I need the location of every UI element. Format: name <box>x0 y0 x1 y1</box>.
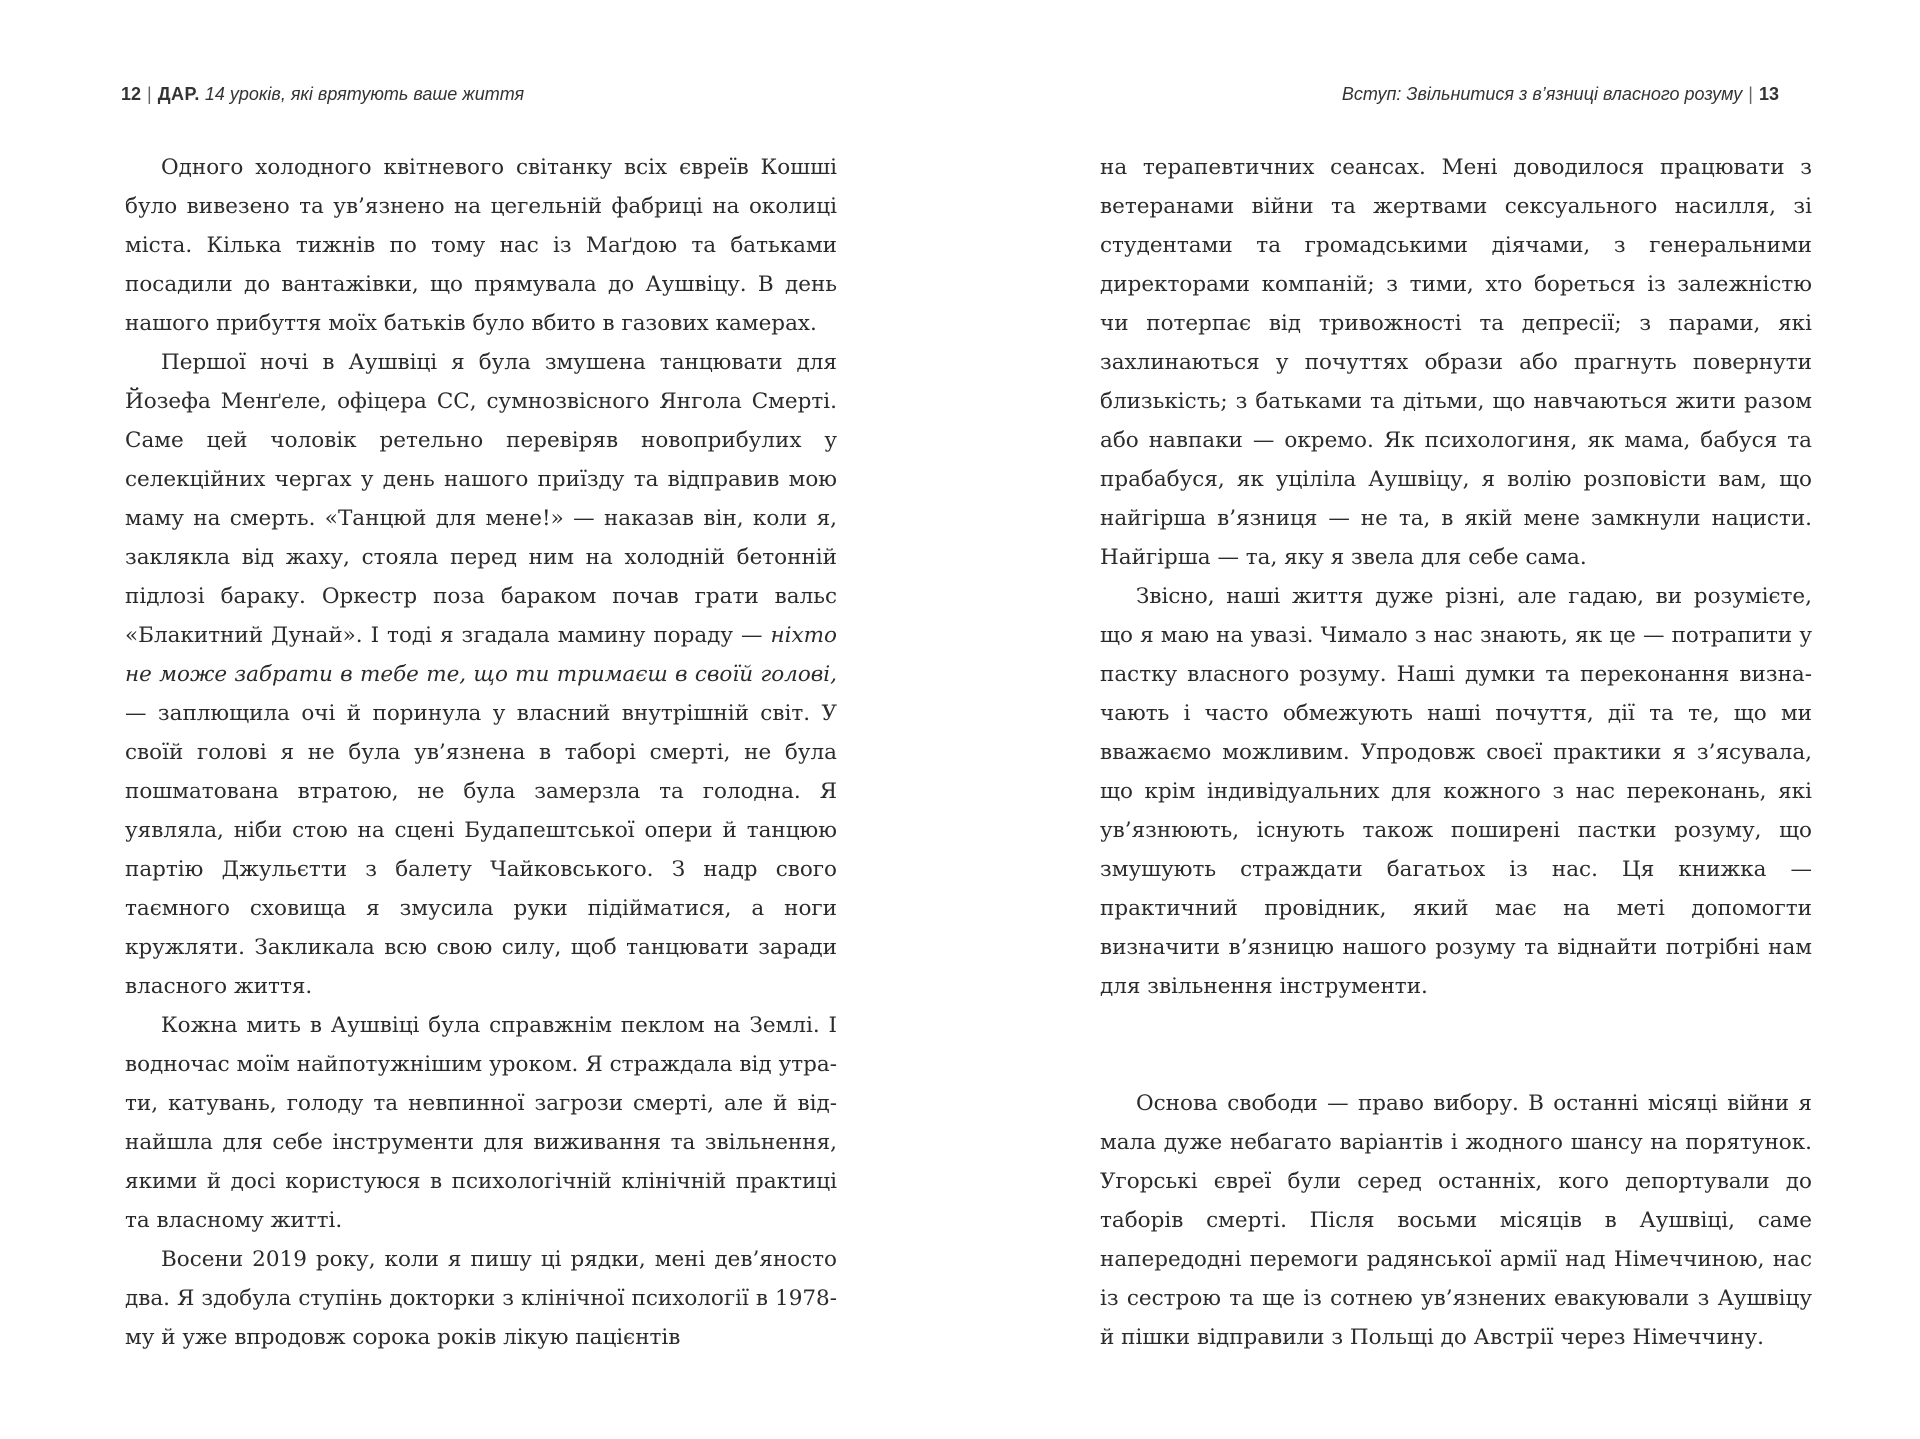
right-body-text <box>1100 148 1812 1357</box>
book-title: ДАР. <box>157 84 200 104</box>
paragraph: Кожна мить в Аушвіці була справжнім пеклом на Землі. І водночас моїм найпотужнішим уроком. Я страждала від утрати, катувань, голоду та невпинної загрози смерті, але й віднайшла для себе інструменти для виживання та звільнення, якими й досі користуюся в психологічній клінічній практиці та власному житті. <box>125 1013 837 1233</box>
paragraph: Одного холодного квітневого світанку всіх євреїв Кошші було вивезено та ув’язнено на цегельній фабриці на околиці міста. Кілька тижнів по тому нас із Маґдою та батьками посадили до вантажівки, що прямувала до Аушвіцу. В день нашого прибуття моїх батьків було вбито в газових камерах. <box>125 155 837 336</box>
right-page <box>960 0 1920 1439</box>
paragraph: Звісно, наші життя дуже різні, але гадаю, ви розумієте, що я маю на увазі. Чимало з нас знають, як це — потрапити у пастку власного розуму. Наші думки та переконання визначають і часто обмежують наші почуття, дії та те, що ми вважаємо можливим. Упродовж своєї практики я з’ясувала, що крім індивідуальних для кожного з нас переконань, які ув’язнюють, існують також поширені пастки розуму, що змушують страждати багатьох із нас. Ця книжка — практичний провідник, який має на меті допомогти визначити в’язницю нашого розуму та віднайти потрібні нам для звільнення інструменти. <box>1100 584 1812 999</box>
right-page-number: 13 <box>1758 84 1779 104</box>
paragraph-italic-quote: ніхто не може забрати в тебе те, що ти тримаєш в своїй голові, <box>125 623 837 687</box>
left-header-separator: | <box>147 84 152 104</box>
left-body-text <box>125 148 837 1357</box>
paragraph: Основа свободи — право вибору. В останні місяці війни я мала дуже небагато варіантів і жодного шансу на порятунок. Угорські євреї були серед останніх, кого депортували до таборів смерті. Після восьми місяців в Аушвіці, саме напередодні перемоги радянської армії над Німеччиною, нас із сестрою та ще із сотнею ув’язнених евакуювали з Аушвіцу й пішки відправили з Польщі до Австрії через Німеччину. <box>1100 1091 1812 1350</box>
paragraph-text: — заплющила очі й поринула у власний внутрішній світ. У своїй голові я не була ув’язнена в таборі смерті, не була пошматована втратою, не була замерзла та голодна. Я уявляла, ніби стою на сцені Будапештської опери й танцюю партію Джульєтти з балету Чайковського. З надр свого таємного сховища я змусила руки підійматися, а ноги кружляти. Закликала всю свою силу, щоб танцювати заради власного життя. <box>125 701 837 999</box>
left-running-head <box>121 84 524 105</box>
right-header-separator: | <box>1748 84 1753 104</box>
paragraph: Восени 2019 року, коли я пишу ці рядки, мені дев’яносто два. Я здобула ступінь докторки з клінічної психології в 1978-му й уже впродовж сорока років лікую пацієнтів <box>125 1247 837 1350</box>
left-page-number: 12 <box>121 84 142 104</box>
chapter-title: Вступ: Звільнитися з в’язниці власного розуму <box>1341 84 1743 104</box>
paragraph <box>125 343 837 1006</box>
section-break <box>1100 1006 1812 1084</box>
book-subtitle: 14 уроків, які врятують ваше життя <box>204 84 525 104</box>
right-running-head <box>1342 84 1779 105</box>
paragraph-text: Першої ночі в Аушвіці я була змушена танцювати для Йозефа Менґеле, офіцера СС, сумнозвісного Янгола Смерті. Саме цей чоловік ретельно перевіряв новоприбулих у селекційних чергах у день нашого приїзду та відправив мою маму на смерть. «Танцюй для мене!» — наказав він, коли я, заклякла від жаху, стояла перед ним на холодній бетонній підлозі бараку. Оркестр поза бараком почав грати вальс «Блакитний Дунай». І тоді я згадала мамину пораду — <box>125 350 837 648</box>
paragraph-continued: на терапевтичних сеансах. Мені доводилося працювати з ветеранами війни та жертвами сексуального насилля, зі студентами та громадськими діячами, з генеральними директорами компаній; з тими, хто бореться із залежністю чи потерпає від тривожності та депресії; з парами, які захлинаються у почуттях образи або прагнуть повернути близькість; з батьками та дітьми, що навчаються жити разом або навпаки — окремо. Як психологиня, як мама, бабуся та прабабуся, як уціліла Аушвіцу, я волію розповісти вам, що найгірша в’язниця — не та, в якій мене замкнули нацисти. Найгірша — та, яку я звела для себе сама. <box>1100 155 1812 570</box>
